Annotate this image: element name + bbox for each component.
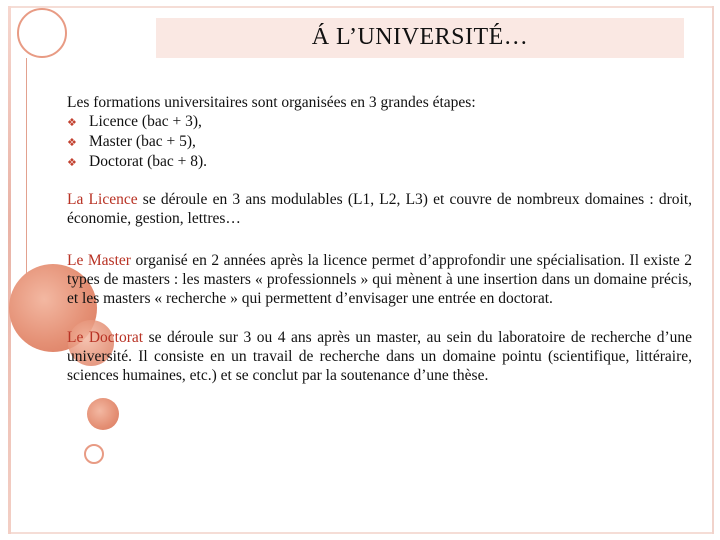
master-term: Le Master <box>67 252 131 269</box>
content <box>67 93 692 385</box>
list-item-label: Licence (bac + 3), <box>89 113 202 130</box>
decor-connector <box>26 58 27 288</box>
decor-ring-top <box>17 8 67 58</box>
doctorat-paragraph <box>67 328 692 385</box>
decor-circle-small <box>87 398 119 430</box>
licence-term: La Licence <box>67 191 138 208</box>
diamond-bullet-icon: ❖ <box>67 156 77 169</box>
list-item <box>67 112 692 132</box>
intro-text: Les formations universitaires sont organisées en 3 grandes étapes: <box>67 94 476 111</box>
licence-text: se déroule en 3 ans modulables (L1, L2, L3) et couvre de nombreux domaines : droit, économie, gestion, lettres… <box>67 191 693 227</box>
slide-border-right <box>712 6 714 534</box>
doctorat-text: se déroule sur 3 ou 4 ans après un master, au sein du laboratoire de recherche d’une université. Il consiste en un travail de recherche dans un domaine pointu (scientifique, littéraire, sciences humaines, etc.) et se conclut par la soutenance d’une thèse. <box>67 329 692 384</box>
slide-border-left <box>8 6 11 534</box>
diamond-bullet-icon: ❖ <box>67 136 77 149</box>
decor-ring-bottom <box>84 444 104 464</box>
slide-border-top <box>8 6 714 8</box>
list-item <box>67 132 692 152</box>
slide-border-bottom <box>8 532 714 534</box>
diamond-bullet-icon: ❖ <box>67 116 77 129</box>
doctorat-term: Le Doctorat <box>67 329 144 346</box>
licence-paragraph <box>67 190 692 228</box>
master-text: organisé en 2 années après la licence permet d’approfondir une spécialisation. Il existe 2 types de masters : les masters « professionnels » qui mènent à une insertion dans un domaine précis, et les masters « recherche » qui permettent d’envisager une entrée en doctorat. <box>67 252 692 307</box>
page-title: Á L’UNIVERSITÉ… <box>311 24 529 50</box>
list-item-label: Doctorat (bac + 8). <box>89 153 208 170</box>
stage-list <box>67 112 692 172</box>
master-paragraph <box>67 251 692 308</box>
list-item-label: Master (bac + 5), <box>89 133 196 150</box>
list-item <box>67 152 692 172</box>
